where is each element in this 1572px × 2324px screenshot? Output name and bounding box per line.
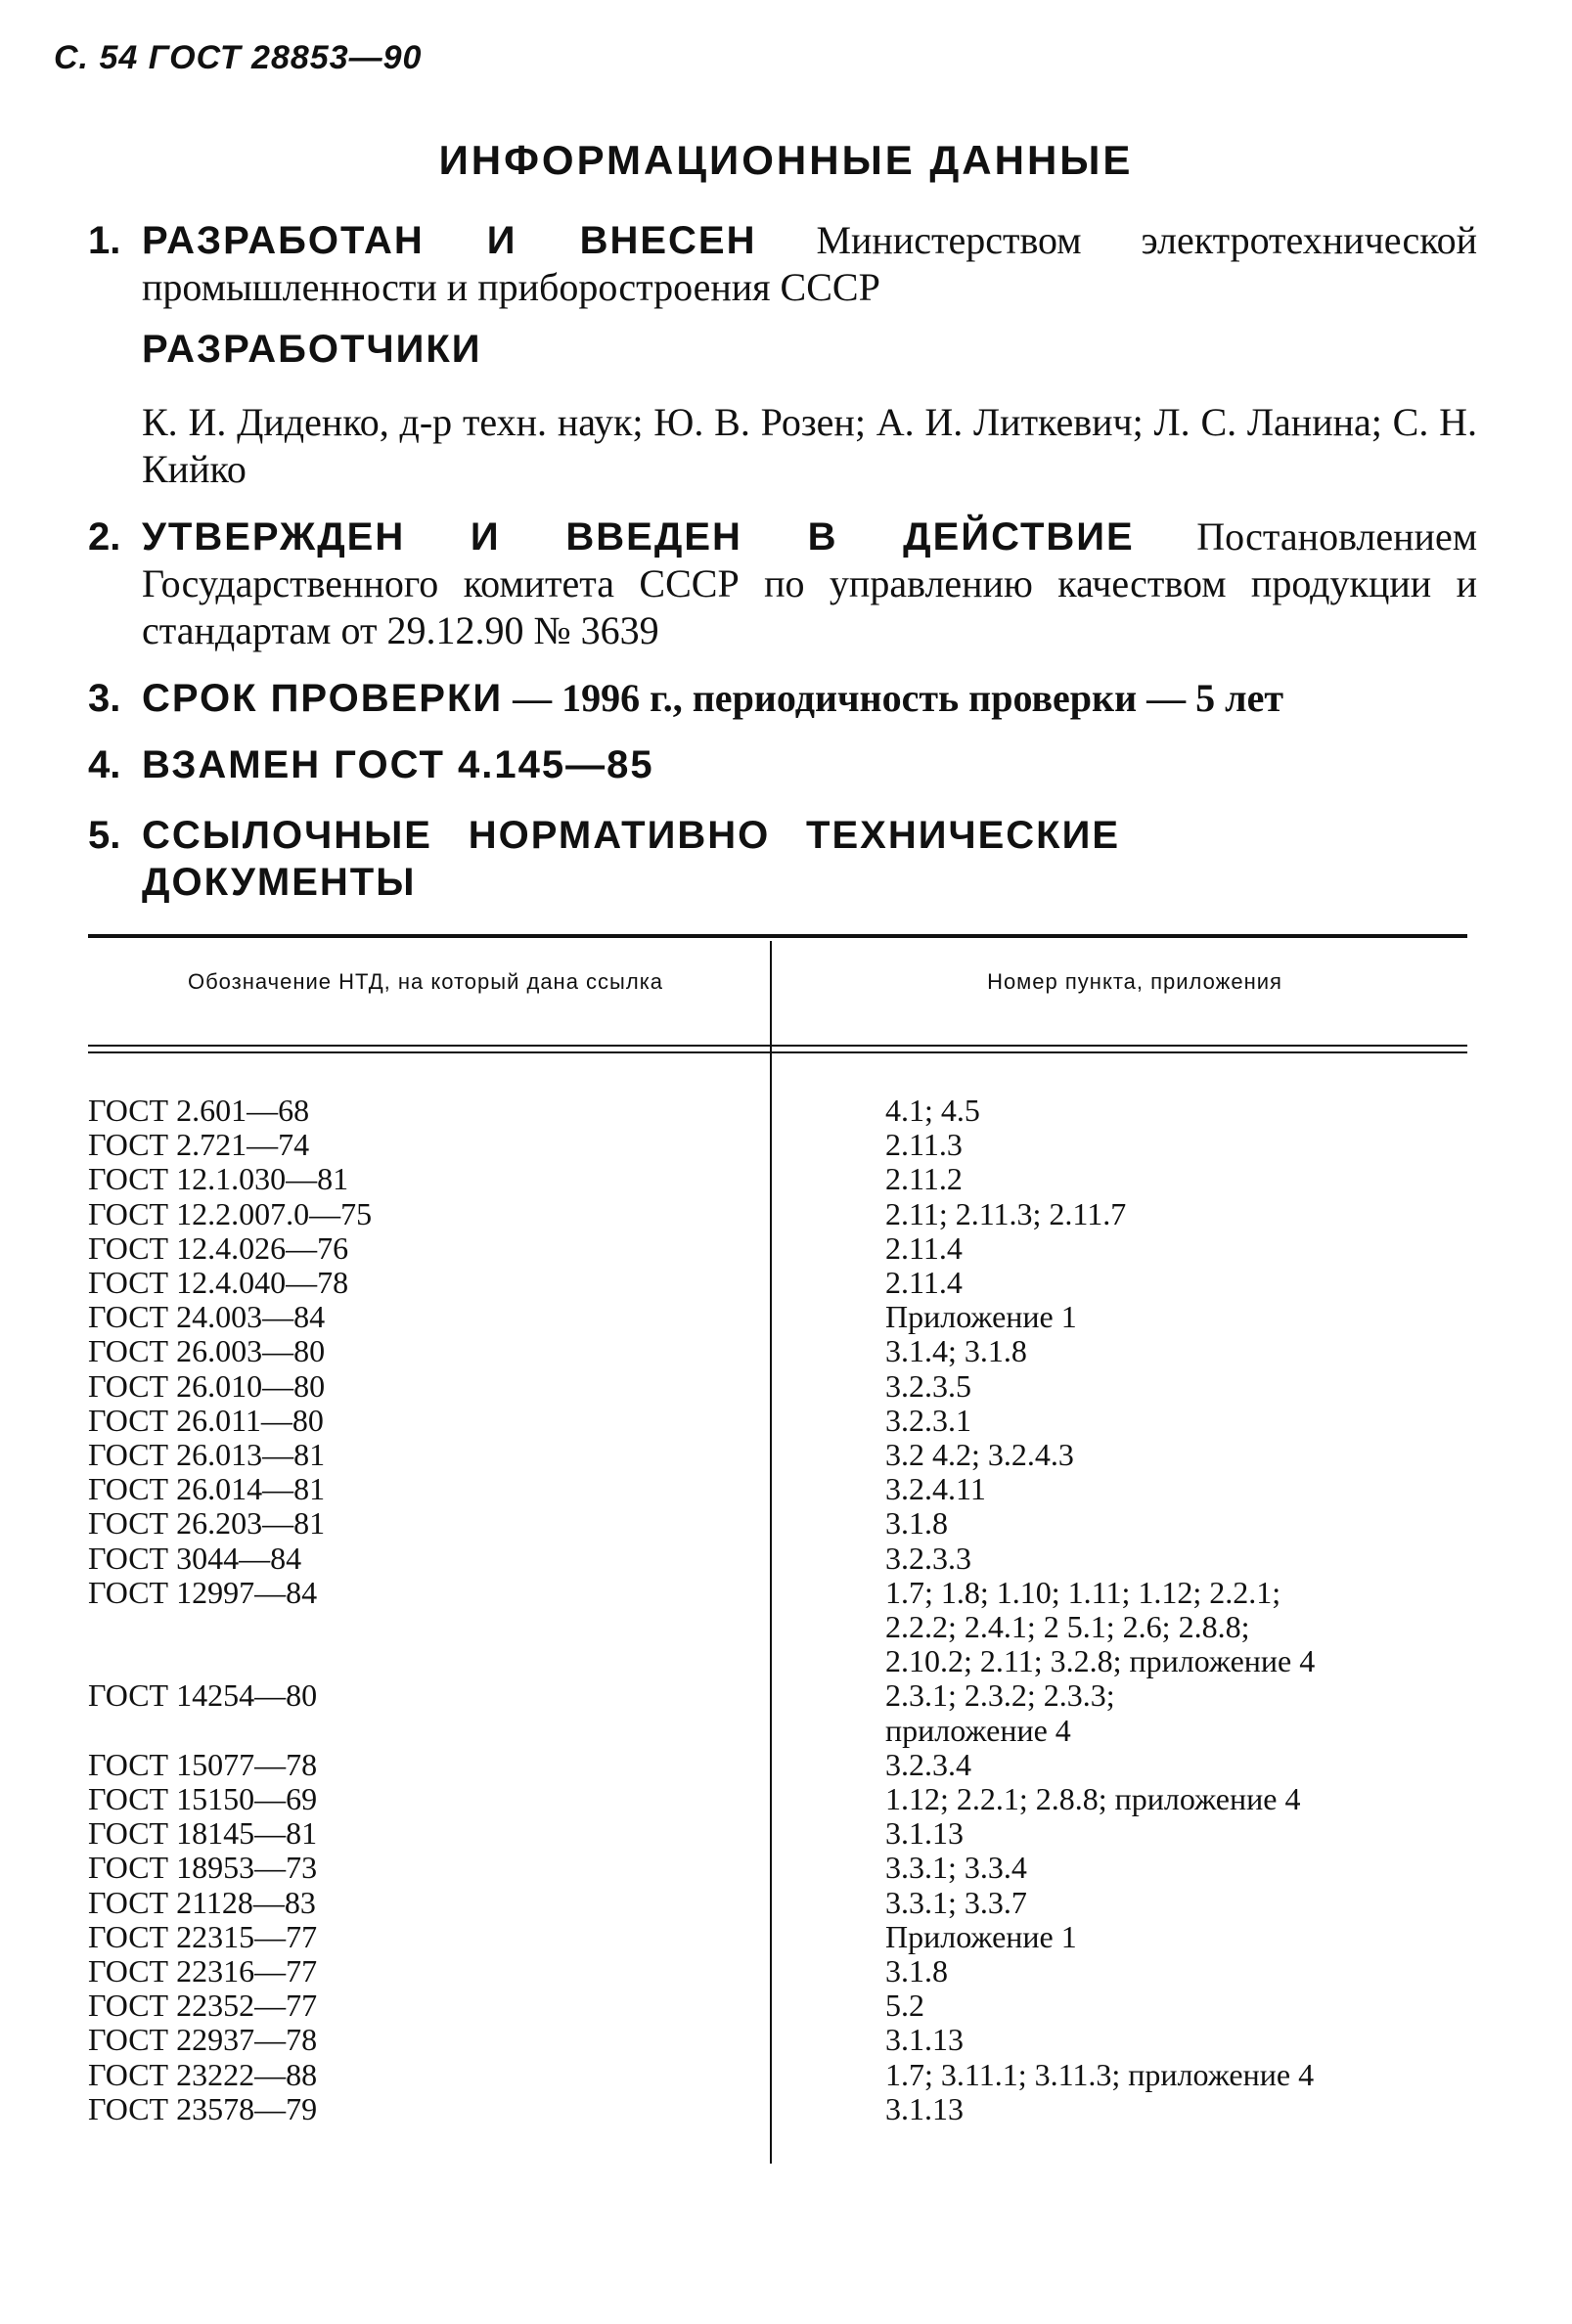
table-row xyxy=(0,1748,1572,1782)
cell-document: ГОСТ 18145—81 xyxy=(88,1815,318,1852)
table-row xyxy=(0,1369,1572,1404)
item-lead: СРОК ПРОВЕРКИ xyxy=(142,677,504,720)
table-row xyxy=(0,1266,1572,1300)
table-row xyxy=(0,1128,1572,1162)
cell-document: ГОСТ 23578—79 xyxy=(88,2090,318,2126)
table-row xyxy=(0,1610,1572,1644)
table-row xyxy=(0,1576,1572,1610)
developers-heading: РАЗРАБОТЧИКИ xyxy=(142,328,482,371)
table-header-rule-1 xyxy=(88,1045,1467,1047)
cell-document: ГОСТ 12.4.026—76 xyxy=(88,1229,349,1266)
cell-document: ГОСТ 15150—69 xyxy=(88,1781,318,1816)
table-row xyxy=(0,1886,1572,1920)
table-row xyxy=(0,1954,1572,1989)
table-header-clause: Номер пункта, приложения xyxy=(987,969,1282,994)
cell-document: ГОСТ 26.014—81 xyxy=(88,1471,326,1507)
table-header-rule-2 xyxy=(88,1051,1467,1053)
cell-clause: 3.1.8 xyxy=(885,1505,948,1542)
cell-document: ГОСТ 12997—84 xyxy=(88,1574,318,1610)
cell-document: ГОСТ 26.203—81 xyxy=(88,1505,326,1542)
item-lead: УТВЕРЖДЕН И ВВЕДЕН В ДЕЙСТВИЕ xyxy=(142,515,1135,559)
table-row xyxy=(0,1714,1572,1748)
table-row xyxy=(0,1506,1572,1541)
table-row xyxy=(0,1231,1572,1266)
table-top-rule xyxy=(88,934,1467,938)
table-row xyxy=(0,2023,1572,2057)
cell-clause: 1.7; 1.8; 1.10; 1.11; 1.12; 2.2.1; xyxy=(885,1574,1281,1610)
table-row xyxy=(0,1094,1572,1128)
cell-document: ГОСТ 12.1.030—81 xyxy=(88,1161,349,1197)
table-row xyxy=(0,1162,1572,1196)
info-item-2 xyxy=(88,514,1477,654)
table-row xyxy=(0,1782,1572,1816)
table-row xyxy=(0,2092,1572,2126)
cell-clause: 3.3.1; 3.3.7 xyxy=(885,1884,1027,1920)
cell-clause: 5.2 xyxy=(885,1988,924,2024)
item-number: 2. xyxy=(88,515,121,559)
table-row xyxy=(0,1851,1572,1885)
item-number: 3. xyxy=(88,677,121,720)
item-lead: РАЗРАБОТАН И ВНЕСЕН xyxy=(142,219,757,262)
table-row xyxy=(0,1542,1572,1576)
cell-document: ГОСТ 22315—77 xyxy=(88,1918,318,1954)
cell-document: ГОСТ 26.010—80 xyxy=(88,1367,326,1404)
item-number: 4. xyxy=(88,743,121,786)
cell-document: ГОСТ 26.011—80 xyxy=(88,1402,324,1438)
cell-clause: 2.11.2 xyxy=(885,1161,963,1197)
cell-clause: 2.11.4 xyxy=(885,1265,963,1300)
cell-clause: 3.2.3.3 xyxy=(885,1540,971,1576)
cell-document: ГОСТ 12.4.040—78 xyxy=(88,1265,349,1300)
table-row xyxy=(0,1920,1572,1954)
info-item-1 xyxy=(88,217,1477,311)
cell-clause: 2.11; 2.11.3; 2.11.7 xyxy=(885,1195,1127,1231)
developers-list xyxy=(142,399,1477,493)
info-item-3 xyxy=(88,675,1477,722)
cell-clause: 3.2.3.4 xyxy=(885,1746,971,1782)
cell-clause: 2.2.2; 2.4.1; 2 5.1; 2.6; 2.8.8; xyxy=(885,1609,1250,1644)
cell-clause: Приложение 1 xyxy=(885,1918,1077,1954)
info-item-4 xyxy=(88,741,1477,788)
table-row xyxy=(0,1197,1572,1231)
table-row xyxy=(0,2058,1572,2092)
cell-document: ГОСТ 26.003—80 xyxy=(88,1333,326,1369)
item-number: 5. xyxy=(88,814,121,857)
table-row xyxy=(0,1404,1572,1438)
cell-document: ГОСТ 18953—73 xyxy=(88,1850,318,1886)
cell-clause: 2.3.1; 2.3.2; 2.3.3; xyxy=(885,1677,1115,1714)
item-lead: ВЗАМЕН ГОСТ 4.145—85 xyxy=(142,743,654,786)
cell-clause: 2.10.2; 2.11; 3.2.8; приложение 4 xyxy=(885,1643,1316,1679)
cell-clause: 3.2.3.5 xyxy=(885,1367,971,1404)
cell-clause: 4.1; 4.5 xyxy=(885,1093,980,1128)
cell-document: ГОСТ 15077—78 xyxy=(88,1746,318,1782)
cell-document: ГОСТ 2.721—74 xyxy=(88,1127,310,1163)
cell-clause: 2.11.3 xyxy=(885,1127,963,1163)
info-item-5 xyxy=(88,812,1477,906)
cell-clause: 3.3.1; 3.3.4 xyxy=(885,1850,1027,1886)
cell-document: ГОСТ 21128—83 xyxy=(88,1884,316,1920)
cell-clause: 3.2.4.11 xyxy=(885,1471,986,1507)
item-text: Постановлением Государственного комитета СССР по управлению качеством продукции и стандартам от 29.12.90 № 3639 xyxy=(142,514,1478,652)
cell-document: ГОСТ 24.003—84 xyxy=(88,1299,326,1335)
table-row xyxy=(0,1300,1572,1334)
cell-document: ГОСТ 22937—78 xyxy=(88,2022,318,2058)
cell-clause: Приложение 1 xyxy=(885,1299,1077,1335)
table-row xyxy=(0,1678,1572,1713)
table-row xyxy=(0,1816,1572,1851)
cell-document: ГОСТ 22316—77 xyxy=(88,1953,318,1989)
cell-document: ГОСТ 26.013—81 xyxy=(88,1437,326,1472)
item-number: 1. xyxy=(88,219,121,262)
developers-names: К. И. Диденко, д-р техн. наук; Ю. В. Розен; А. И. Литкевич; Л. С. Ланина; С. Н. Кийко xyxy=(142,400,1477,491)
table-row xyxy=(0,1644,1572,1678)
cell-clause: 2.11.4 xyxy=(885,1229,963,1266)
cell-document: ГОСТ 22352—77 xyxy=(88,1988,318,2024)
cell-clause: 1.7; 3.11.1; 3.11.3; приложение 4 xyxy=(885,2056,1315,2092)
cell-document: ГОСТ 14254—80 xyxy=(88,1677,318,1714)
cell-clause: приложение 4 xyxy=(885,1712,1071,1748)
table-row xyxy=(0,1472,1572,1506)
cell-clause: 3.1.4; 3.1.8 xyxy=(885,1333,1027,1369)
cell-clause: 3.1.13 xyxy=(885,2090,964,2126)
cell-document: ГОСТ 23222—88 xyxy=(88,2056,318,2092)
table-row xyxy=(0,1438,1572,1472)
cell-document: ГОСТ 2.601—68 xyxy=(88,1093,310,1128)
table-row xyxy=(0,1989,1572,2023)
cell-clause: 3.1.13 xyxy=(885,2022,964,2058)
document-title: ИНФОРМАЦИОННЫЕ ДАННЫЕ xyxy=(438,137,1134,183)
table-header-designation: Обозначение НТД, на который дана ссылка xyxy=(187,969,664,994)
item-text: — 1996 г., периодичность проверки — 5 лет xyxy=(513,676,1283,720)
cell-document: ГОСТ 12.2.007.0—75 xyxy=(88,1195,373,1231)
item-lead: ССЫЛОЧНЫЕ НОРМАТИВНО ТЕХНИЧЕСКИЕ ДОКУМЕНТЫ xyxy=(142,814,1120,904)
table-row xyxy=(0,1334,1572,1368)
cell-clause: 3.2 4.2; 3.2.4.3 xyxy=(885,1437,1074,1472)
cell-document: ГОСТ 3044—84 xyxy=(88,1540,302,1576)
cell-clause: 3.1.13 xyxy=(885,1815,964,1852)
cell-clause: 1.12; 2.2.1; 2.8.8; приложение 4 xyxy=(885,1781,1301,1816)
cell-clause: 3.1.8 xyxy=(885,1953,948,1989)
item-text: Министерством электротехнической промышленности и приборостроения СССР xyxy=(142,218,1478,309)
cell-clause: 3.2.3.1 xyxy=(885,1402,971,1438)
page-header: С. 54 ГОСТ 28853—90 xyxy=(54,39,423,76)
